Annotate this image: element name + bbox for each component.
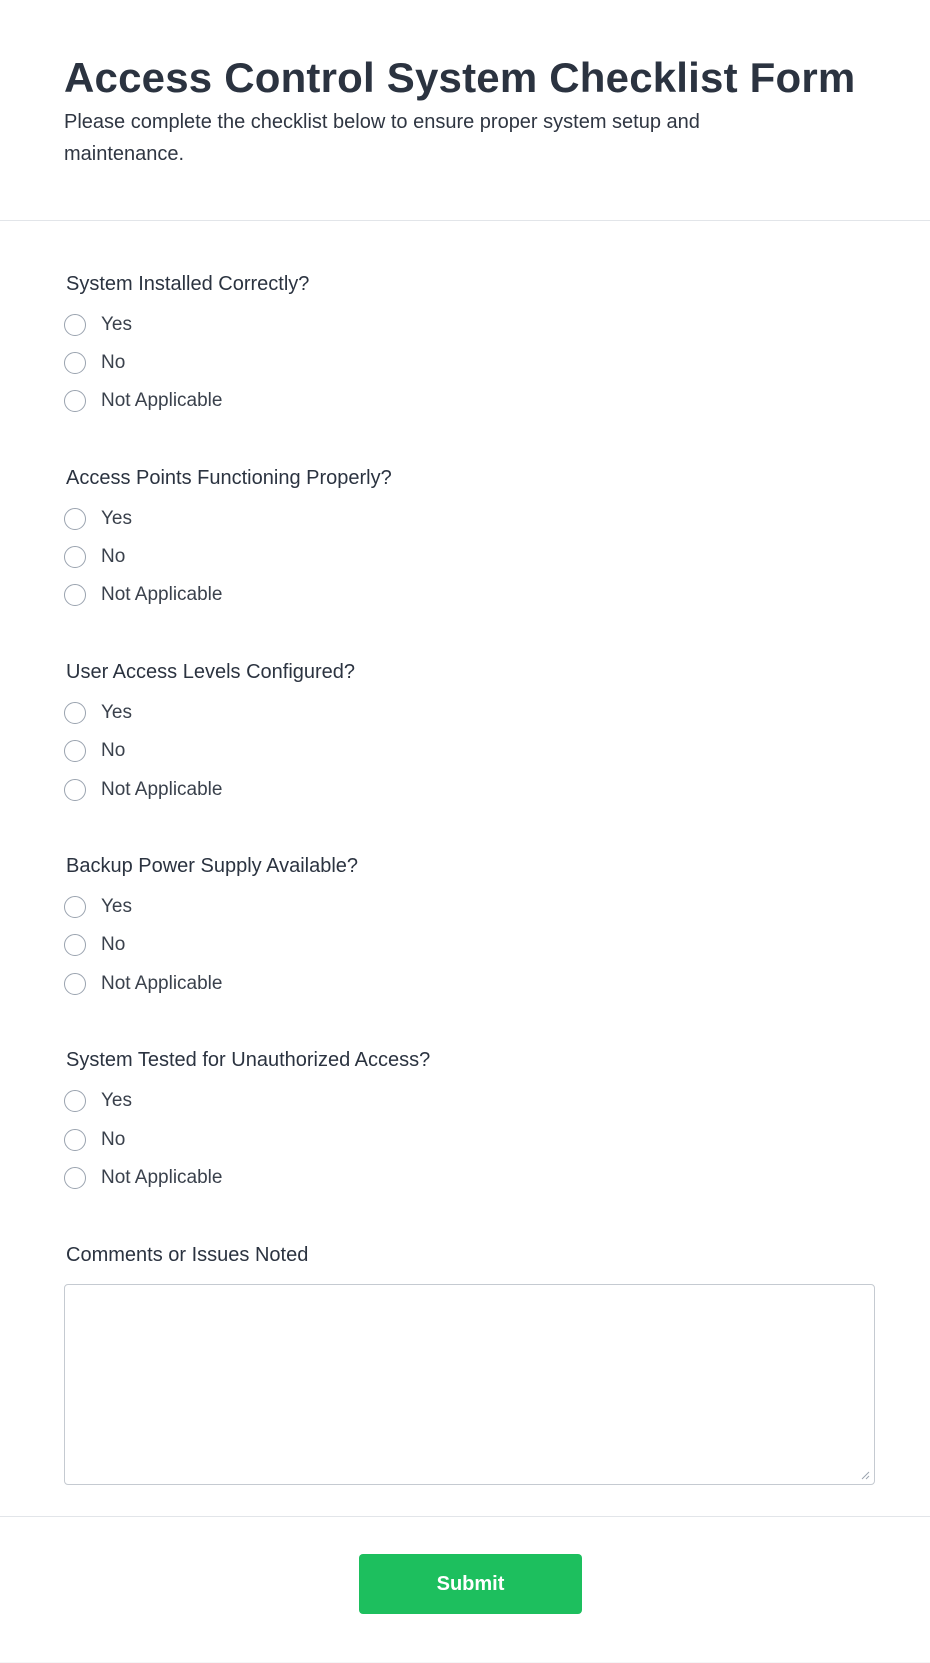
option-label: Yes	[101, 314, 132, 335]
option-label: Not Applicable	[101, 390, 223, 411]
comments-label: Comments or Issues Noted	[66, 1244, 309, 1266]
option-label: Not Applicable	[101, 779, 223, 800]
resize-grip-icon[interactable]	[860, 1470, 870, 1480]
radio-button[interactable]	[64, 973, 86, 995]
form-footer	[0, 1516, 930, 1663]
radio-button[interactable]	[64, 546, 86, 568]
option-label: No	[101, 1129, 126, 1150]
radio-button[interactable]	[64, 702, 86, 724]
option-label: Yes	[101, 702, 132, 723]
form-title: Access Control System Checklist Form	[64, 54, 856, 101]
option-label: Not Applicable	[101, 973, 223, 994]
radio-button[interactable]	[64, 352, 86, 374]
submit-button[interactable]: Submit	[359, 1554, 582, 1614]
option-label: No	[101, 546, 126, 567]
option-label: No	[101, 934, 126, 955]
form-header	[0, 0, 930, 221]
option-label: No	[101, 352, 126, 373]
option-label: Yes	[101, 896, 132, 917]
radio-button[interactable]	[64, 1090, 86, 1112]
radio-button[interactable]	[64, 740, 86, 762]
question-label: Backup Power Supply Available?	[66, 855, 359, 877]
radio-button[interactable]	[64, 896, 86, 918]
question-label: Access Points Functioning Properly?	[66, 467, 392, 489]
question-label: System Installed Correctly?	[66, 273, 310, 295]
radio-button[interactable]	[64, 508, 86, 530]
radio-button[interactable]	[64, 584, 86, 606]
radio-button[interactable]	[64, 1167, 86, 1189]
radio-button[interactable]	[64, 390, 86, 412]
question-label: System Tested for Unauthorized Access?	[66, 1049, 431, 1071]
radio-button[interactable]	[64, 314, 86, 336]
option-label: Yes	[101, 508, 132, 529]
form-subtitle: Please complete the checklist below to ensure proper system setup and maintenance.	[64, 111, 700, 165]
radio-button[interactable]	[64, 934, 86, 956]
comments-textarea[interactable]	[64, 1284, 875, 1485]
radio-button[interactable]	[64, 779, 86, 801]
option-label: Not Applicable	[101, 1167, 223, 1188]
radio-button[interactable]	[64, 1129, 86, 1151]
question-label: User Access Levels Configured?	[66, 661, 356, 683]
option-label: Yes	[101, 1090, 132, 1111]
option-label: No	[101, 740, 126, 761]
option-label: Not Applicable	[101, 584, 223, 605]
